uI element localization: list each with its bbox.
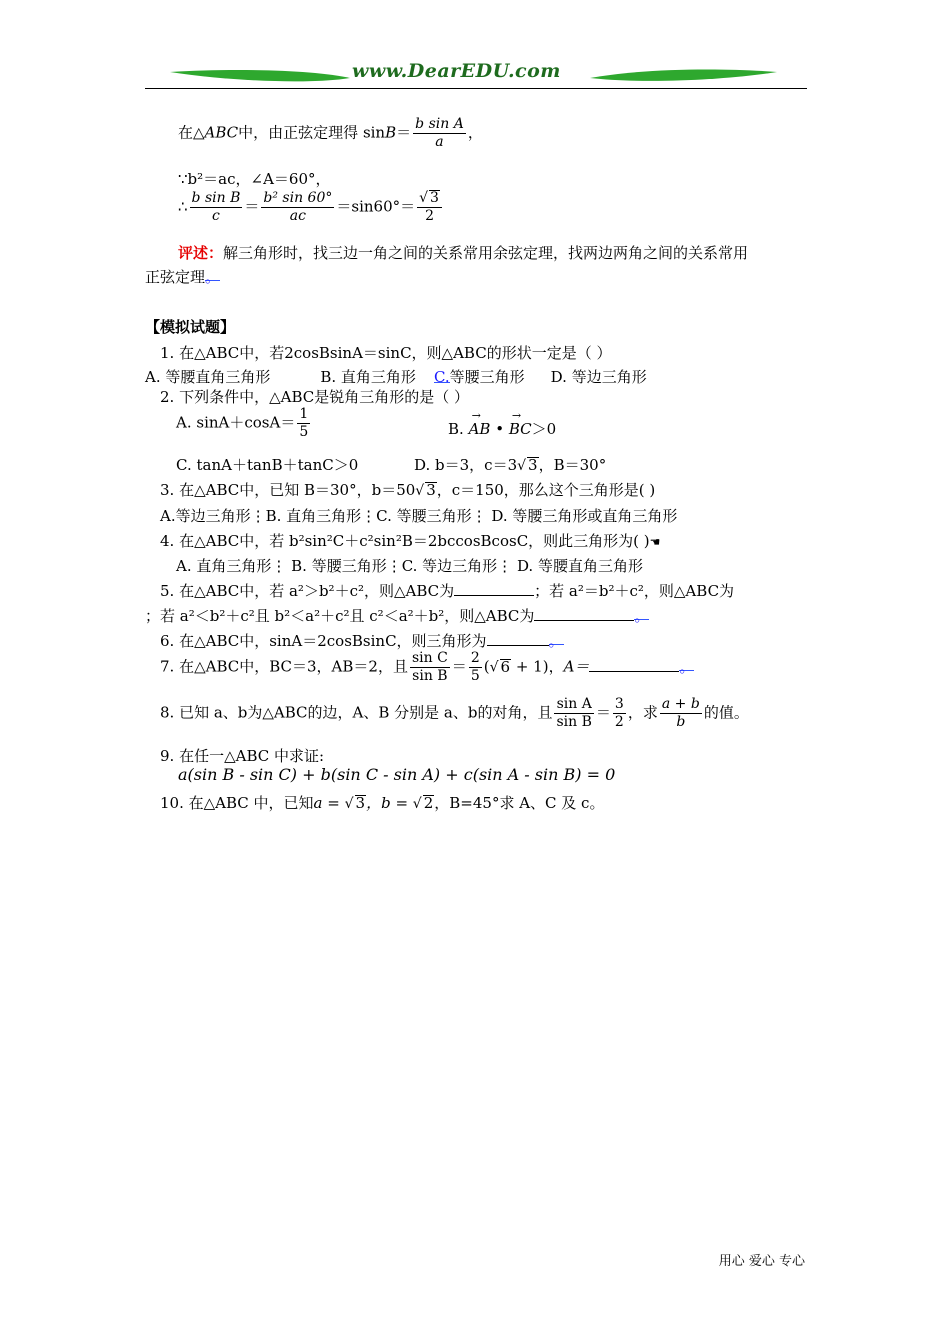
q9-stem: 9. 在任一△ABC 中求证: bbox=[160, 747, 325, 765]
q2-option-a: A. sinA＋cosA＝ $\frac{1}{5}$ bbox=[176, 406, 309, 440]
q3-stem: 3. 在△ABC中，已知 B＝30°，b＝50√ 3，c＝150，那么这个三角形是( ) bbox=[160, 481, 656, 499]
comment-line-2: 正弦定理。 bbox=[145, 268, 221, 286]
q7-stem: 7. 在△ABC中，BC＝3，AB＝2，且 $\frac{\text{sin C}}{\text{sin B}}$ ＝ $\frac{2}{5}$ (√ 6 + 1)，A＝ 。 bbox=[160, 650, 695, 684]
q2-option-c: C. tanA＋tanB＋tanC＞0 bbox=[176, 456, 359, 474]
q5-line-2: ；若 a²＜b²＋c²且 b²＜a²＋c²且 c²＜a²＋b²，则△ABC为 。 bbox=[145, 607, 650, 625]
q5-line-1: 5. 在△ABC中，若 a²＞b²＋c²，则△ABC为 ；若 a²＝b²＋c²，则△ABC为 bbox=[160, 582, 735, 600]
solution-line-1: 在△ABC中，由正弦定理得 sinB＝ $\frac{\text{b sin A}}{a}$ ， bbox=[178, 116, 483, 150]
q1-stem: 1. 在△ABC中，若2cosBsinA＝sinC，则△ABC的形状一定是（ ） bbox=[160, 344, 612, 362]
q4-options: A. 直角三角形⋮ B. 等腰三角形⋮C. 等边三角形⋮ D. 等腰直角三角形 bbox=[176, 557, 643, 575]
q2-option-b: B. → AB • → BC＞0 bbox=[448, 418, 556, 439]
q3-options: A.等边三角形⋮B. 直角三角形⋮C. 等腰三角形⋮ D. 等腰三角形或直角三角形 bbox=[160, 507, 678, 525]
q2-option-d: D. b＝3，c＝3√ 3，B＝30° bbox=[414, 456, 607, 474]
comment-line-1: 评述：解三角形时，找三边一角之间的关系常用余弦定理，找两边两角之间的关系常用 bbox=[178, 244, 749, 262]
q8-stem: 8. 已知 a、b为△ABC的边，A、B 分别是 a、b的对角，且 $\frac{\text{sin A}}{\text{sin B}}$ ＝ $\frac{3}{2}$ ，求 $\frac{a + b}{b}$ 的值。 bbox=[160, 696, 749, 730]
header-rule bbox=[145, 88, 807, 89]
site-title: www.DearEDU.com bbox=[352, 60, 561, 82]
q9-formula: a(sin B - sin C) + b(sin C - sin A) + c(sin A - sin B) = 0 bbox=[178, 765, 616, 784]
comment-label: 评述： bbox=[178, 244, 224, 262]
q6-stem: 6. 在△ABC中，sinA＝2cosBsinC，则三角形为 。 bbox=[160, 632, 564, 650]
q10-stem: 10. 在△ABC 中，已知a = √ 3，b = √ 2，B=45°求 A、C 及 c。 bbox=[160, 794, 605, 812]
pointer-icon: ☚ bbox=[649, 535, 661, 549]
solution-line-2: ∵b²＝ac，∠A＝60°， bbox=[178, 170, 331, 188]
footer-slogan: 用心 爱心 专心 bbox=[718, 1254, 805, 1269]
fraction: $\frac{\text{b sin A}}{a}$ bbox=[415, 116, 464, 150]
q1-options: A. 等腰直角三角形 B. 直角三角形C.等腰三角形 D. 等边三角形 bbox=[145, 368, 647, 386]
q4-stem: 4. 在△ABC中，若 b²sin²C＋c²sin²B＝2bccosBcosC，则此三角形为( )☚ bbox=[160, 532, 661, 550]
solution-line-3: ∴ $\frac{\text{b sin B}}{c}$ ＝ $\frac{\text{b² sin 60°}}{ac}$ ＝sin60°＝ $\frac{√ 3}{2}$ bbox=[178, 190, 444, 225]
q2-stem: 2. 下列条件中，△ABC是锐角三角形的是（ ） bbox=[160, 388, 469, 406]
section-title: 【模拟试题】 bbox=[145, 318, 236, 336]
